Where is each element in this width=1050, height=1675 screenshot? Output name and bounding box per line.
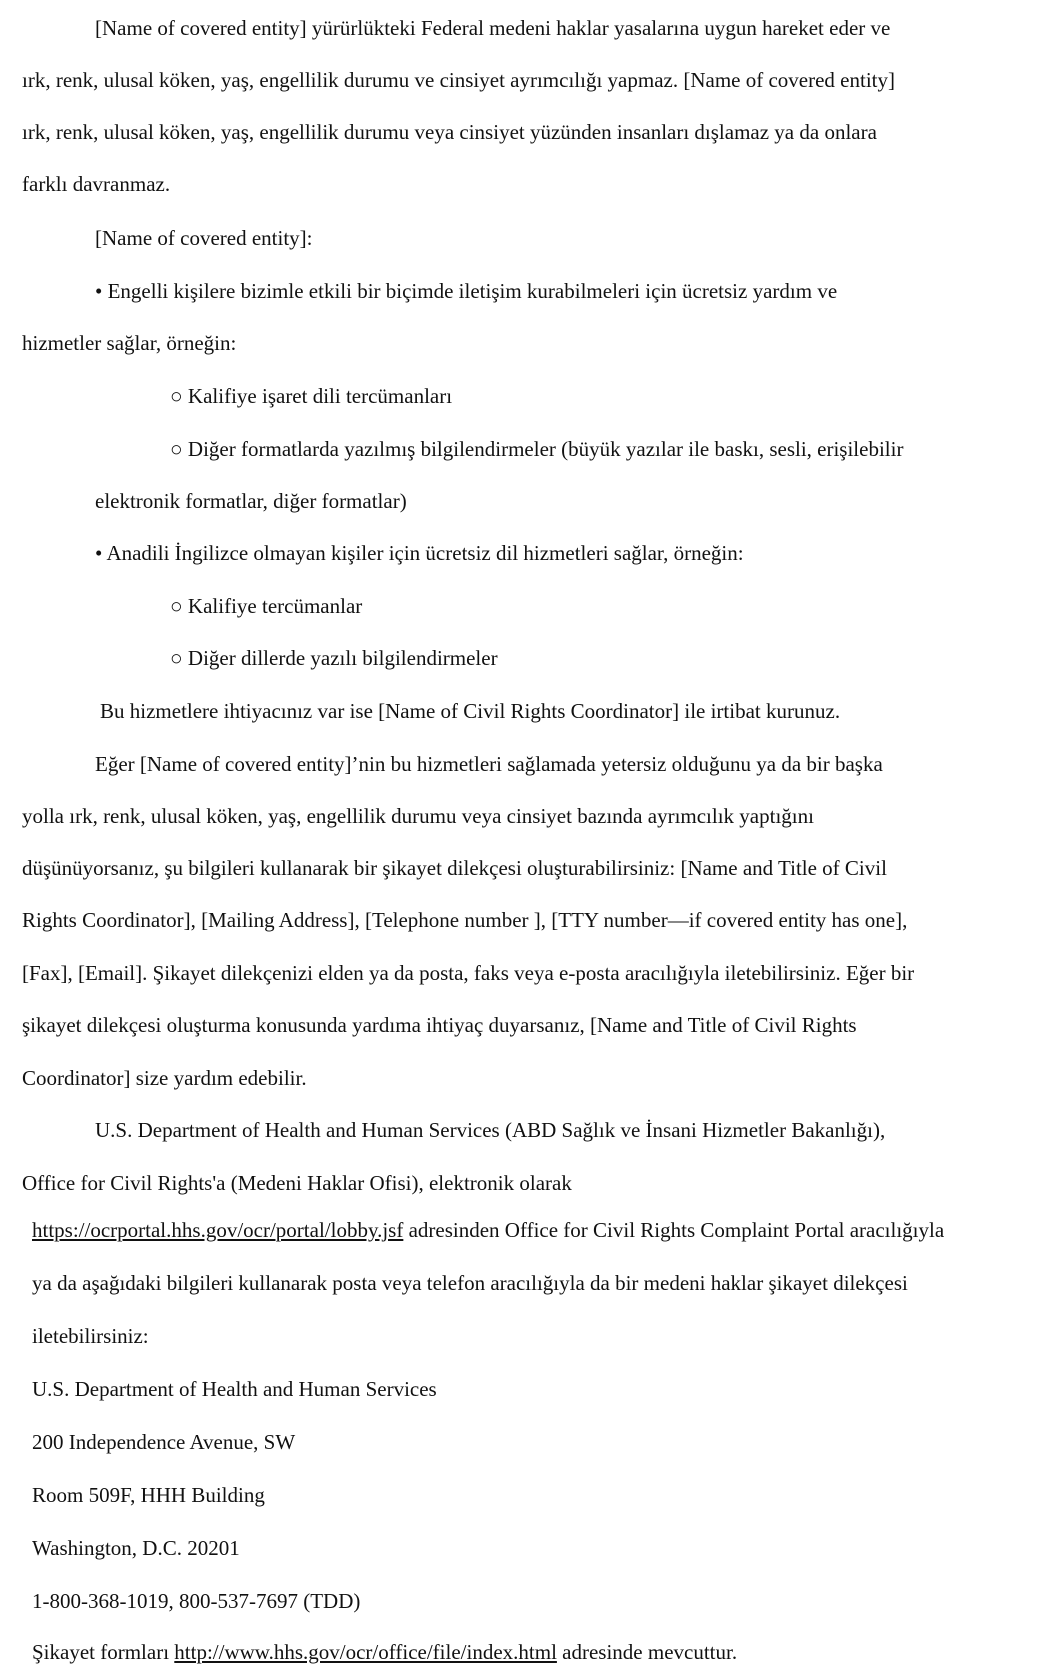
hhs-portal-line (32, 1218, 944, 1242)
hhs-paragraph-line: iletebilirsiniz: (32, 1324, 149, 1348)
complaint-paragraph-line: Coordinator] size yardım edebilir. (22, 1066, 307, 1090)
complaint-paragraph-line: yolla ırk, renk, ulusal köken, yaş, engellilik durumu veya cinsiyet bazında ayrımcılık yaptığını (22, 804, 814, 828)
address-organization: U.S. Department of Health and Human Services (32, 1377, 437, 1401)
address-phone: 1-800-368-1019, 800-537-7697 (TDD) (32, 1589, 361, 1613)
qualified-interpreters-item: ○ Kalifiye tercümanlar (170, 594, 363, 618)
other-formats-item-continued: elektronik formatlar, diğer formatlar) (95, 489, 407, 513)
address-city: Washington, D.C. 20201 (32, 1536, 240, 1560)
disability-services-bullet: • Engelli kişilere bizimle etkili bir biçimde iletişim kurabilmeleri için ücretsiz yardım ve (95, 279, 838, 303)
complaint-forms-line (32, 1640, 737, 1664)
nondiscrimination-paragraph-line: ırk, renk, ulusal köken, yaş, engellilik durumu veya cinsiyet yüzünden insanları dışlamaz ya da onlara (22, 120, 877, 144)
complaint-paragraph-line: şikayet dilekçesi oluşturma konusunda yardıma ihtiyaç duyarsanız, [Name and Title of Civil Rights (22, 1013, 857, 1037)
complaint-paragraph-line: Rights Coordinator], [Mailing Address], [Telephone number ], [TTY number—if covered entity has one], (22, 908, 908, 932)
other-formats-item: ○ Diğer formatlarda yazılmış bilgilendirmeler (büyük yazılar ile baskı, sesli, erişilebilir (170, 437, 904, 461)
address-room: Room 509F, HHH Building (32, 1483, 265, 1507)
entity-heading: [Name of covered entity]: (95, 226, 313, 250)
complaint-portal-link[interactable]: https://ocrportal.hhs.gov/ocr/portal/lobby.jsf (32, 1218, 404, 1242)
complaint-paragraph-line: düşünüyorsanız, şu bilgileri kullanarak bir şikayet dilekçesi oluşturabilirsiniz: [Name and Title of Civil (22, 856, 887, 880)
forms-prefix-text: Şikayet formları (32, 1640, 175, 1664)
hhs-paragraph-line: Office for Civil Rights'a (Medeni Haklar Ofisi), elektronik olarak (22, 1171, 572, 1195)
nondiscrimination-paragraph-line: [Name of covered entity] yürürlükteki Federal medeni haklar yasalarına uygun hareket eder ve (95, 16, 891, 40)
hhs-paragraph-line: U.S. Department of Health and Human Services (ABD Sağlık ve İnsani Hizmetler Bakanlığı), (95, 1118, 886, 1142)
written-info-other-languages-item: ○ Diğer dillerde yazılı bilgilendirmeler (170, 646, 498, 670)
complaint-paragraph-line: Eğer [Name of covered entity]’nin bu hizmetleri sağlamada yetersiz olduğunu ya da bir başka (95, 752, 883, 776)
complaint-forms-link[interactable]: http://www.hhs.gov/ocr/office/file/index.html (174, 1640, 557, 1664)
language-services-bullet: • Anadili İngilizce olmayan kişiler için ücretsiz dil hizmetleri sağlar, örneğin: (95, 541, 744, 565)
address-street: 200 Independence Avenue, SW (32, 1430, 296, 1454)
complaint-paragraph-line: [Fax], [Email]. Şikayet dilekçenizi elden ya da posta, faks veya e-posta aracılığıyla iletebilirsiniz. Eğer bir (22, 961, 915, 985)
nondiscrimination-paragraph-line: farklı davranmaz. (22, 172, 171, 196)
sign-language-interpreters-item: ○ Kalifiye işaret dili tercümanları (170, 384, 453, 408)
nondiscrimination-paragraph-line: ırk, renk, ulusal köken, yaş, engellilik durumu ve cinsiyet ayrımcılığı yapmaz. [Name of covered entity] (22, 68, 895, 92)
forms-suffix-text: adresinde mevcuttur. (556, 1640, 738, 1664)
hhs-paragraph-line: ya da aşağıdaki bilgileri kullanarak posta veya telefon aracılığıyla da bir medeni haklar şikayet dilekçesi (32, 1271, 908, 1295)
coordinator-contact-line: Bu hizmetlere ihtiyacınız var ise [Name of Civil Rights Coordinator] ile irtibat kurunuz. (100, 699, 841, 723)
portal-line-text: adresinden Office for Civil Rights Complaint Portal aracılığıyla (403, 1218, 945, 1242)
disability-services-bullet-continued: hizmetler sağlar, örneğin: (22, 331, 237, 355)
